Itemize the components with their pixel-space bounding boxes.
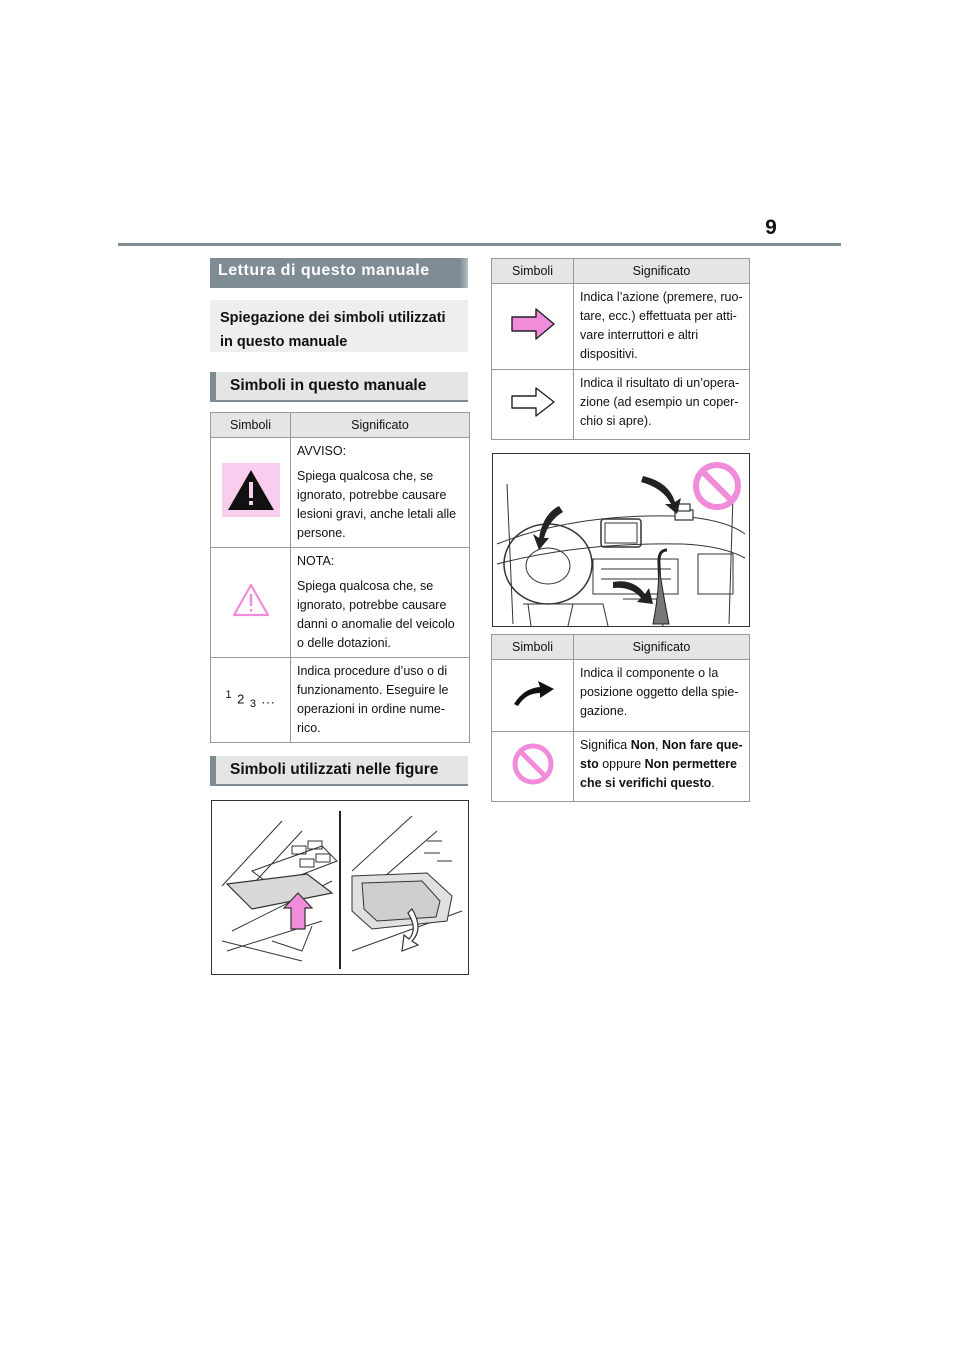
- table-row: [492, 732, 750, 802]
- symbol-cell: [211, 658, 291, 743]
- table-row: [492, 284, 750, 370]
- meaning-cell: [291, 548, 470, 658]
- meaning-cell: [574, 732, 750, 802]
- console-illustration: [211, 800, 469, 975]
- figure-symbols-table: [491, 634, 750, 802]
- table-header-row: [492, 635, 750, 660]
- symbol-cell: [492, 732, 574, 802]
- table-row: [211, 548, 470, 658]
- result-text: Indica il risultato di un’opera-zione (ad esempio un coper-chio si apre).: [580, 376, 740, 428]
- symbol-cell: [492, 370, 574, 440]
- manual-symbols-table: [210, 412, 470, 743]
- caution-triangle-icon: [231, 582, 271, 618]
- meaning-cell: [291, 438, 470, 548]
- header-meaning: Significato: [574, 635, 750, 660]
- symbol-cell: [492, 660, 574, 732]
- warning-text: Spiega qualcosa che, se ignorato, potrebbe causare lesioni gravi, anche letali alle persone.: [297, 469, 457, 540]
- page-number: 9: [765, 216, 777, 239]
- section-title: Lettura di questo manuale: [210, 258, 468, 288]
- heading-symbols-in-figures: Simboli utilizzati nelle figure: [210, 756, 468, 786]
- caution-label: NOTA:: [297, 554, 335, 568]
- symbol-cell: [211, 438, 291, 548]
- warning-triangle-icon: [222, 463, 280, 517]
- pink-arrow-icon: [510, 307, 556, 341]
- header-symbols: Simboli: [492, 259, 574, 284]
- symbol-cell: [211, 548, 291, 658]
- header-symbols: Simboli: [492, 635, 574, 660]
- meaning-cell: [574, 284, 750, 370]
- prohibition-text: Significa Non, Non fare que-sto oppure Non permettere che si verifichi questo.: [580, 738, 743, 790]
- outline-arrow-icon: [510, 385, 556, 419]
- table-row: [211, 658, 470, 743]
- symbol-cell: [492, 284, 574, 370]
- component-text: Indica il componente o la posizione oggetto della spie-gazione.: [580, 666, 739, 718]
- caution-text: Spiega qualcosa che, se ignorato, potrebbe causare danni o anomalie del veicolo o delle dotazioni.: [297, 579, 455, 650]
- table-header-row: [211, 413, 470, 438]
- dashboard-drawing: [493, 454, 749, 626]
- dashboard-illustration: [492, 453, 750, 627]
- subsection-title: Spiegazione dei simboli utilizzati in questo manuale: [210, 300, 468, 352]
- procedure-steps-icon: $^1$ 2 $_3$ ...: [225, 689, 276, 710]
- meaning-cell: [291, 658, 470, 743]
- heading-symbols-in-manual: Simboli in questo manuale: [210, 372, 468, 402]
- table-row: [492, 370, 750, 440]
- console-drawing: [212, 801, 468, 974]
- header-rule: [118, 243, 841, 246]
- meaning-cell: [574, 660, 750, 732]
- prohibition-icon: [510, 741, 556, 787]
- table-header-row: [492, 259, 750, 284]
- table-row: [211, 438, 470, 548]
- procedure-text: Indica procedure d’uso o di funzionamento. Eseguire le operazioni in ordine nume-rico.: [297, 664, 449, 735]
- meaning-cell: [574, 370, 750, 440]
- header-meaning: Significato: [291, 413, 470, 438]
- table-row: [492, 660, 750, 732]
- header-meaning: Significato: [574, 259, 750, 284]
- curved-arrow-icon: [510, 678, 556, 708]
- action-symbols-table: [491, 258, 750, 440]
- warning-label: AVVISO:: [297, 444, 347, 458]
- header-symbols: Simboli: [211, 413, 291, 438]
- action-text: Indica l’azione (premere, ruo-tare, ecc.) effettuata per atti-vare interruttori e altri dispositivi.: [580, 290, 743, 361]
